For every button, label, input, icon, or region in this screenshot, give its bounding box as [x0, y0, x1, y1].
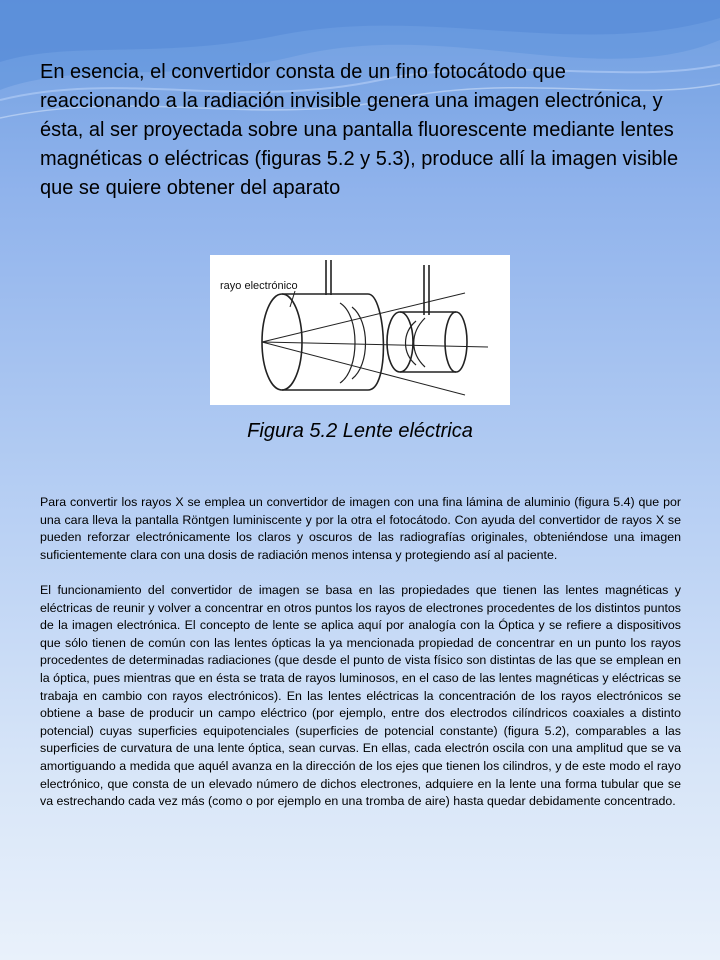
electric-lens-figure	[210, 255, 510, 405]
body-paragraph-2: El funcionamiento del convertidor de imagen se basa en las propiedades que tienen las lentes magnéticas y eléctricas de reunir y volver a concentrar en otros puntos los rayos de electrones procedentes de los distintos puntos de la imagen electrónica. El concepto de lente se aplica aquí por analogía con la Óptica y se refiere a dispositivos que sólo tienen de común con las lentes ópticas la ya mencionada propiedad de concentrar en un punto los rayos procedentes de determinadas radiaciones (que desde el punto de vista físico son distintas de las que se emplean en la óptica, pues mientras que en ésta se trata de rayos luminosos, en el caso de las lentes magnéticas y eléctricas se trabaja en cambio con rayos electrónicos). En las lentes eléctricas la concentración de los rayos electrónicos se obtiene a base de producir un campo eléctrico (por ejemplo, entre dos electrodos cilíndricos coaxiales a distinto potencial) cuyas superficies equipotenciales (superficies de potencial constante) (figura 5.2), comparables a las superficies de curvatura de una lente óptica, sean curvas. En ellas, cada electrón oscila con una amplitud que se va amortiguando a medida que aquél avanza en la dirección de los ejes que tienen los cilindros, y de este modo el rayo electrónico, que consta de un elevado número de dichos electrones, adquiere en la lente una forma tubular que se va estrechando cada vez más (como o por ejemplo en una tromba de aire) hasta quedar debidamente concentrado.	[40, 582, 681, 809]
figure-caption: Figura 5.2 Lente eléctrica	[247, 420, 473, 442]
figure-label: rayo electrónico	[220, 280, 298, 292]
body-text	[40, 494, 681, 828]
intro-paragraph: En esencia, el convertidor consta de un fino fotocátodo que reaccionando a la radiación invisible genera una imagen electrónica, y ésta, al ser proyectada sobre una pantalla fluorescente mediante lentes magnéticas o eléctricas (figuras 5.2 y 5.3), produce allí la imagen visible que se quiere obtener del aparato	[40, 61, 679, 199]
body-paragraph-1: Para convertir los rayos X se emplea un convertidor de imagen con una fina lámina de aluminio (figura 5.4) que por una cara lleva la pantalla Röntgen luminiscente y por la otra el fotocátodo. Con ayuda del convertidor de rayos X se pueden reforzar electrónicamente los claros y oscuros de las radiografías originales, obteniéndose una imagen suficientemente clara con una dosis de radiación menos intensa y protegiendo así al paciente.	[40, 495, 681, 562]
electric-lens-diagram	[210, 255, 510, 405]
